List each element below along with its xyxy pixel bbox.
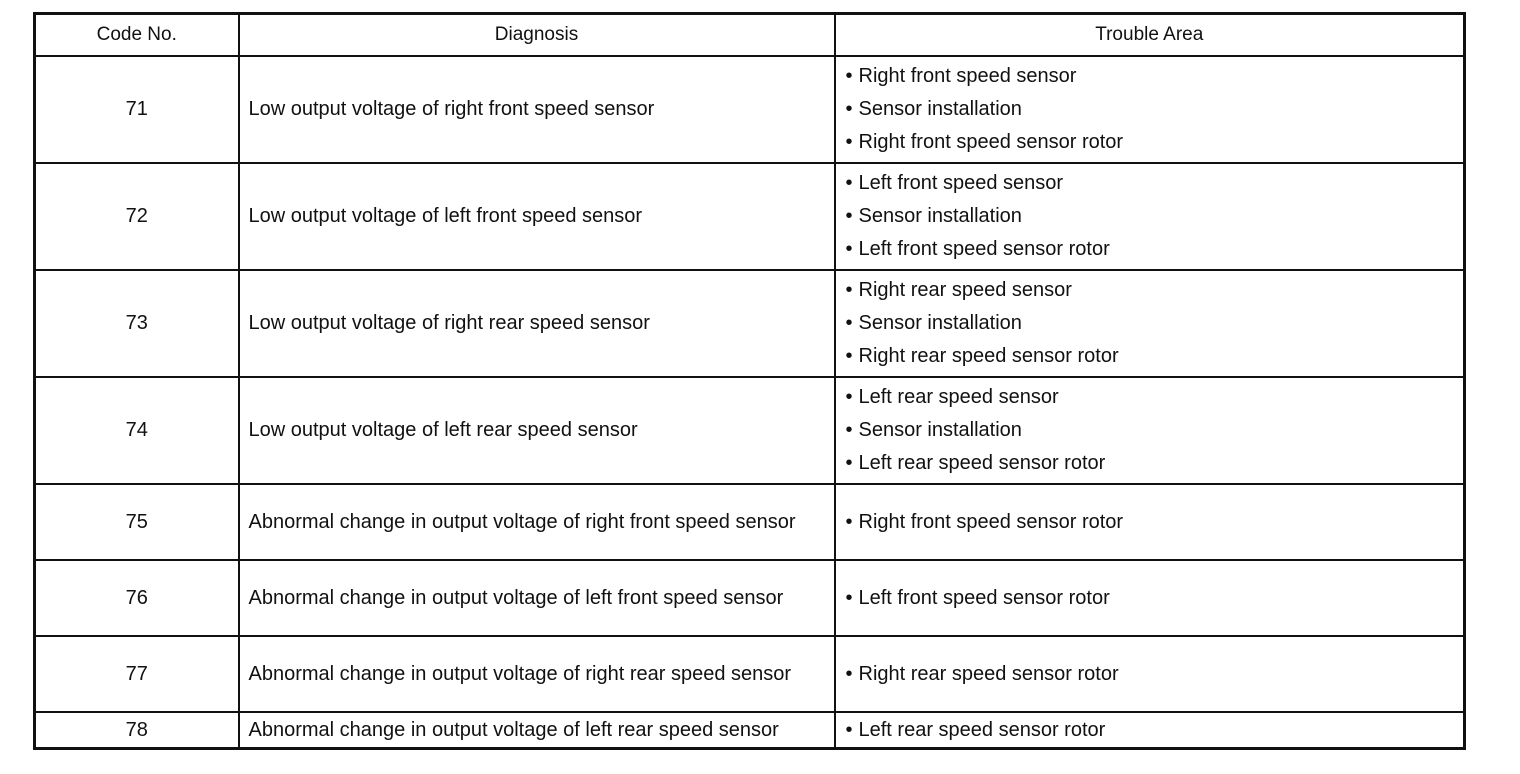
trouble-item — [846, 715, 1464, 745]
diagnosis-cell: Low output voltage of right rear speed sensor — [239, 270, 835, 377]
bullet-icon: • — [845, 345, 853, 367]
diagnosis-cell: Low output voltage of left rear speed sensor — [239, 377, 835, 484]
trouble-item — [846, 93, 1464, 126]
trouble-item-text: Right front speed sensor — [858, 65, 1077, 87]
diagnosis-cell: Abnormal change in output voltage of left front speed sensor — [239, 560, 835, 636]
code-cell: 73 — [35, 270, 239, 377]
code-cell: 77 — [35, 636, 239, 712]
header-code-no: Code No. — [35, 14, 239, 57]
trouble-area-cell — [835, 270, 1465, 377]
bullet-icon: • — [845, 131, 853, 153]
trouble-item-text: Sensor installation — [858, 312, 1022, 334]
trouble-item — [846, 381, 1464, 414]
table-row — [35, 484, 1465, 560]
trouble-item-text: Left front speed sensor rotor — [858, 586, 1110, 609]
bullet-icon: • — [845, 312, 853, 334]
code-cell: 75 — [35, 484, 239, 560]
trouble-item-text: Left rear speed sensor — [858, 386, 1059, 408]
bullet-icon: • — [845, 419, 853, 441]
code-cell: 72 — [35, 163, 239, 270]
table-row — [35, 636, 1465, 712]
trouble-item — [846, 447, 1464, 480]
table-row — [35, 560, 1465, 636]
diagnosis-cell: Abnormal change in output voltage of left rear speed sensor — [239, 712, 835, 749]
trouble-item-text: Right rear speed sensor rotor — [858, 662, 1119, 685]
trouble-item — [846, 200, 1464, 233]
trouble-item-text: Right front speed sensor rotor — [858, 510, 1124, 533]
diagnostic-code-table — [33, 12, 1466, 750]
trouble-item — [846, 582, 1464, 615]
table-row — [35, 377, 1465, 484]
trouble-area-cell — [835, 56, 1465, 163]
trouble-item — [846, 340, 1464, 373]
code-cell: 78 — [35, 712, 239, 749]
trouble-item — [846, 658, 1464, 691]
header-trouble-area: Trouble Area — [835, 14, 1465, 57]
bullet-icon: • — [845, 452, 853, 474]
trouble-area-cell — [835, 163, 1465, 270]
code-cell: 71 — [35, 56, 239, 163]
bullet-icon: • — [845, 662, 853, 685]
trouble-area-cell — [835, 484, 1465, 560]
code-cell: 76 — [35, 560, 239, 636]
table-header-row — [35, 14, 1465, 57]
table-row — [35, 712, 1465, 749]
table-row — [35, 270, 1465, 377]
trouble-item — [846, 307, 1464, 340]
diagnosis-cell: Low output voltage of left front speed sensor — [239, 163, 835, 270]
trouble-item — [846, 414, 1464, 447]
trouble-item-text: Right rear speed sensor — [858, 279, 1072, 301]
trouble-item-text: Left front speed sensor rotor — [858, 238, 1110, 260]
code-cell: 74 — [35, 377, 239, 484]
trouble-item-text: Right rear speed sensor rotor — [858, 345, 1119, 367]
trouble-item-text: Left rear speed sensor rotor — [858, 719, 1106, 741]
bullet-icon: • — [845, 510, 853, 533]
bullet-icon: • — [845, 65, 853, 87]
bullet-icon: • — [845, 386, 853, 408]
trouble-area-cell — [835, 560, 1465, 636]
trouble-item — [846, 126, 1464, 159]
trouble-item — [846, 167, 1464, 200]
trouble-item-text: Right front speed sensor rotor — [858, 131, 1124, 153]
trouble-item-text: Sensor installation — [858, 205, 1022, 227]
trouble-item — [846, 506, 1464, 539]
bullet-icon: • — [845, 719, 853, 741]
trouble-area-cell — [835, 377, 1465, 484]
trouble-item-text: Left front speed sensor — [858, 172, 1064, 194]
trouble-area-cell — [835, 636, 1465, 712]
bullet-icon: • — [845, 586, 853, 609]
table-row — [35, 56, 1465, 163]
trouble-area-cell — [835, 712, 1465, 749]
bullet-icon: • — [845, 98, 853, 120]
trouble-item — [846, 274, 1464, 307]
diagnosis-cell: Abnormal change in output voltage of right front speed sensor — [239, 484, 835, 560]
diagnosis-cell: Abnormal change in output voltage of right rear speed sensor — [239, 636, 835, 712]
bullet-icon: • — [845, 205, 853, 227]
trouble-item-text: Left rear speed sensor rotor — [858, 452, 1106, 474]
trouble-item-text: Sensor installation — [858, 98, 1022, 120]
header-diagnosis: Diagnosis — [239, 14, 835, 57]
trouble-item — [846, 233, 1464, 266]
trouble-item-text: Sensor installation — [858, 419, 1022, 441]
bullet-icon: • — [845, 279, 853, 301]
table-row — [35, 163, 1465, 270]
trouble-item — [846, 60, 1464, 93]
bullet-icon: • — [845, 172, 853, 194]
bullet-icon: • — [845, 238, 853, 260]
diagnosis-cell: Low output voltage of right front speed sensor — [239, 56, 835, 163]
